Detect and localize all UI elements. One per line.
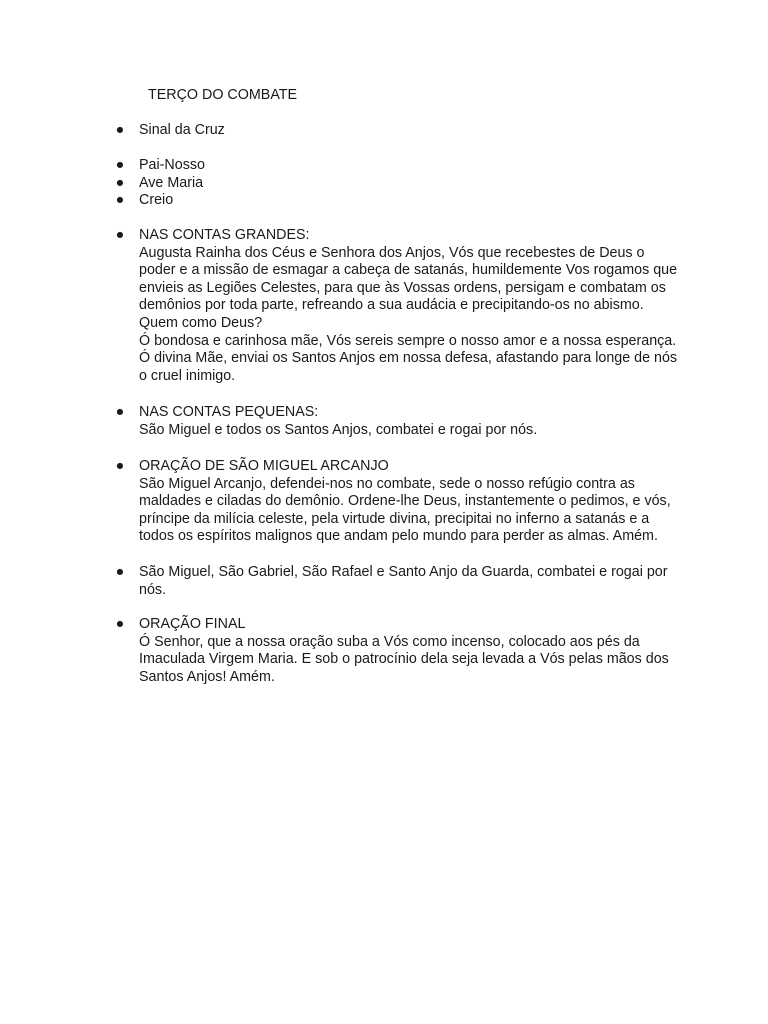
section-heading: NAS CONTAS PEQUENAS: [139,404,319,420]
prayer-line: Ó bondosa e carinhosa mãe, Vós sereis sempre o nosso amor e a nossa esperança. [139,332,677,349]
section-heading: ORAÇÃO DE SÃO MIGUEL ARCANJO [139,458,389,474]
prayer-line: nós. [139,581,167,598]
document-title: TERÇO DO COMBATE [148,87,298,103]
prayer-line: Imaculada Virgem Maria. E sob o patrocínio dela seja levada a Vós pelas mãos dos [139,651,669,668]
prayer-line: príncipe da milícia celeste, pela virtude divina, precipitai no inferno a satanás e a [139,510,650,527]
prayer-line: poder e a missão de esmagar a cabeça de satanás, humildemente Vos rogamos que [139,262,678,279]
bullet-icon: ● [115,564,125,580]
list-item-creio [115,192,679,210]
prayer-line: Augusta Rainha dos Céus e Senhora dos Anjos, Vós que recebestes de Deus o [139,244,645,261]
item-line: Sinal da Cruz [139,122,225,138]
list-item-pai-nosso [115,157,679,175]
section-heading: ORAÇÃO FINAL [139,616,246,632]
section-heading: NAS CONTAS GRANDES: [139,227,310,243]
prayer-line: o cruel inimigo. [139,367,236,384]
list-item-sao-miguel-gabriel-rafael [115,564,679,599]
prayer-line: Quem como Deus? [139,314,263,331]
list-item-sinal-da-cruz [115,122,679,140]
prayer-line: São Miguel e todos os Santos Anjos, combatei e rogai por nós. [139,421,538,438]
item-line: Creio [139,192,174,208]
prayer-line: envieis as Legiões Celestes, para que às Vossas ordens, persigam e combatam os [139,279,666,296]
prayer-line: Ó divina Mãe, enviai os Santos Anjos em nossa defesa, afastando para longe de nós [139,350,678,367]
list-item-oracao-final [115,616,679,686]
list-item-ave-maria [115,175,679,193]
bullet-icon: ● [115,616,125,632]
prayer-line: todos os espíritos malignos que andam pelo mundo para perder as almas. Amém. [139,528,658,545]
item-line: Ave Maria [139,175,204,191]
prayer-line: maldades e ciladas do demônio. Ordene-lhe Deus, instantemente o pedimos, e vós, [139,493,671,510]
list-item-oracao-sao-miguel [115,458,679,546]
prayer-line: São Miguel, São Gabriel, São Rafael e Santo Anjo da Guarda, combatei e rogai por [139,564,668,580]
list-item-contas-grandes [115,227,679,385]
bullet-icon: ● [115,227,125,243]
bullet-icon: ● [115,404,125,420]
prayer-line: Santos Anjos! Amém. [139,668,275,685]
bullet-icon: ● [115,122,125,138]
prayer-line: São Miguel Arcanjo, defendei-nos no combate, sede o nosso refúgio contra as [139,475,635,492]
prayer-line: demônios por toda parte, refreando a sua audácia e precipitando-os no abismo. [139,297,644,314]
list-item-contas-pequenas [115,404,679,439]
prayer-line: Ó Senhor, que a nossa oração suba a Vós como incenso, colocado aos pés da [139,633,640,650]
bullet-icon: ● [115,157,125,173]
bullet-icon: ● [115,458,125,474]
bullet-icon: ● [115,192,125,208]
bullet-icon: ● [115,175,125,191]
item-line: Pai-Nosso [139,157,205,173]
